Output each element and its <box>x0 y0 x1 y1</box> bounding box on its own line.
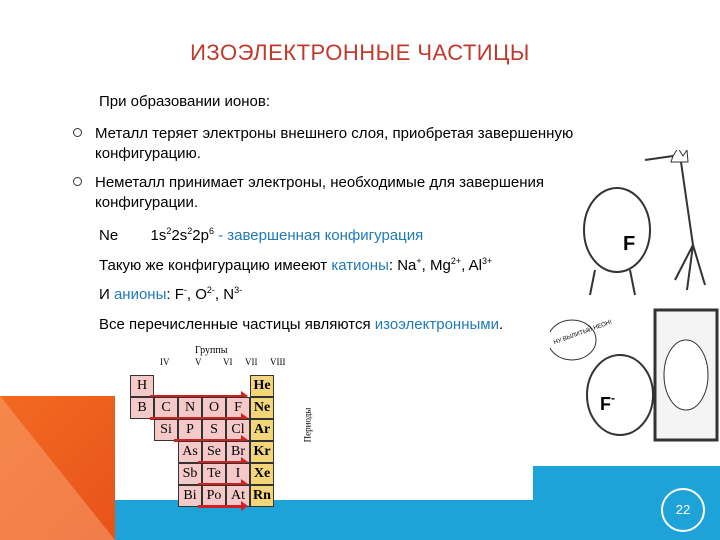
neon-note: - завершенная конфигурация <box>218 227 424 244</box>
cations-line: Такую же конфигурацию имееют катионы: Na+, $Mg^{2+}$, $Al^{3+}$ <box>99 256 493 274</box>
element-cell-b: B <box>130 397 154 419</box>
lamp-stand-icon <box>645 155 705 290</box>
ion-legs-icon <box>590 270 635 295</box>
element-cell-n: N <box>178 397 202 419</box>
element-cell-cl: Cl <box>226 419 250 441</box>
ion-label-f-minus: F- <box>600 391 615 414</box>
ion-body-icon <box>587 355 653 435</box>
element-cell-o: O <box>202 397 226 419</box>
element-cell-h: H <box>130 375 154 397</box>
group-numeral: VI <box>223 357 233 367</box>
neon-symbol: Ne <box>99 227 119 244</box>
cation-al: $Al^{3+}$ <box>468 256 493 274</box>
slide-title: ИЗОЭЛЕКТРОННЫЕ ЧАСТИЦЫ <box>190 40 530 65</box>
element-cell-ar: Ar <box>250 419 274 441</box>
ion-mirror-cartoon <box>550 300 720 470</box>
element-cell-c: C <box>154 397 178 419</box>
arrow-icon <box>198 505 242 508</box>
orange-triangle-decoration <box>0 396 115 540</box>
cation-na: Na+ <box>397 256 422 274</box>
bullet-nonmetal-text: Неметалл принимает электроны, необходимые для завершения конфигурации. <box>95 174 544 211</box>
element-cell-i: I <box>226 463 250 485</box>
cation-mg: $Mg^{2+}$ <box>430 256 462 274</box>
element-cell-as: As <box>178 441 202 463</box>
element-cell-rn: Rn <box>250 485 274 507</box>
summary-word: изоэлектронными <box>374 316 499 333</box>
group-numeral: V <box>195 357 202 367</box>
summary-prefix: Все перечисленные частицы являются <box>99 316 375 333</box>
element-cell-kr: Kr <box>250 441 274 463</box>
crown-icon <box>671 150 688 162</box>
ion-body-icon <box>584 188 650 272</box>
anions-word: анионы <box>113 286 167 303</box>
speech-text: НУ ВЫЛИТЫЙ НЕОН! <box>553 319 613 347</box>
element-cell-xe: Xe <box>250 463 274 485</box>
element-cell-bi: Bi <box>178 485 202 507</box>
group-numeral: IV <box>160 357 170 367</box>
anions-prefix: И <box>99 286 114 303</box>
group-numeral: VII <box>245 357 258 367</box>
bullet-ring-icon <box>73 128 82 137</box>
anions-line: И анионы: F-, $O^{2-}$, $N^{3-}$ <box>99 285 243 303</box>
element-cell-po: Po <box>202 485 226 507</box>
element-cell-f: F <box>226 397 250 419</box>
intro-text: При образовании ионов: <box>99 93 271 110</box>
neon-config-line <box>99 226 423 244</box>
element-cell-sb: Sb <box>178 463 202 485</box>
mirror-reflection-icon <box>664 340 708 410</box>
element-cell-si: Si <box>154 419 178 441</box>
ion-cartoon-top <box>575 150 715 300</box>
element-cell-s: S <box>202 419 226 441</box>
ion-label-f: F <box>623 233 636 255</box>
cations-prefix: Такую же конфигурацию имееют <box>99 257 332 274</box>
element-cell-se: Se <box>202 441 226 463</box>
element-cell-ne: Ne <box>250 397 274 419</box>
cations-word: катионы <box>331 257 389 274</box>
periods-label: Периоды <box>302 407 313 443</box>
element-cell-te: Te <box>202 463 226 485</box>
page-number: 22 <box>661 488 705 532</box>
element-cell-p: P <box>178 419 202 441</box>
element-cell-br: Br <box>226 441 250 463</box>
bullet-metal-text: Металл теряет электроны внешнего слоя, приобретая завершенную конфигурацию. <box>95 125 574 162</box>
element-cell-he: He <box>250 375 274 397</box>
groups-label: Группы <box>195 345 228 356</box>
anion-f: F- <box>174 285 187 303</box>
anion-o: $O^{2-}$ <box>195 285 215 303</box>
summary-line: Все перечисленные частицы являются изоэлектронными. <box>99 316 504 333</box>
bullet-ring-icon <box>73 177 82 186</box>
neon-config: $1s^22s^22p^6$ <box>150 226 214 244</box>
bullet-nonmetal <box>73 173 643 213</box>
group-numeral: VIII <box>270 357 286 367</box>
periodic-table-fragment <box>115 345 305 505</box>
anion-n: $N^{3-}$ <box>223 285 243 303</box>
bullet-metal <box>73 124 643 164</box>
element-cell-at: At <box>226 485 250 507</box>
